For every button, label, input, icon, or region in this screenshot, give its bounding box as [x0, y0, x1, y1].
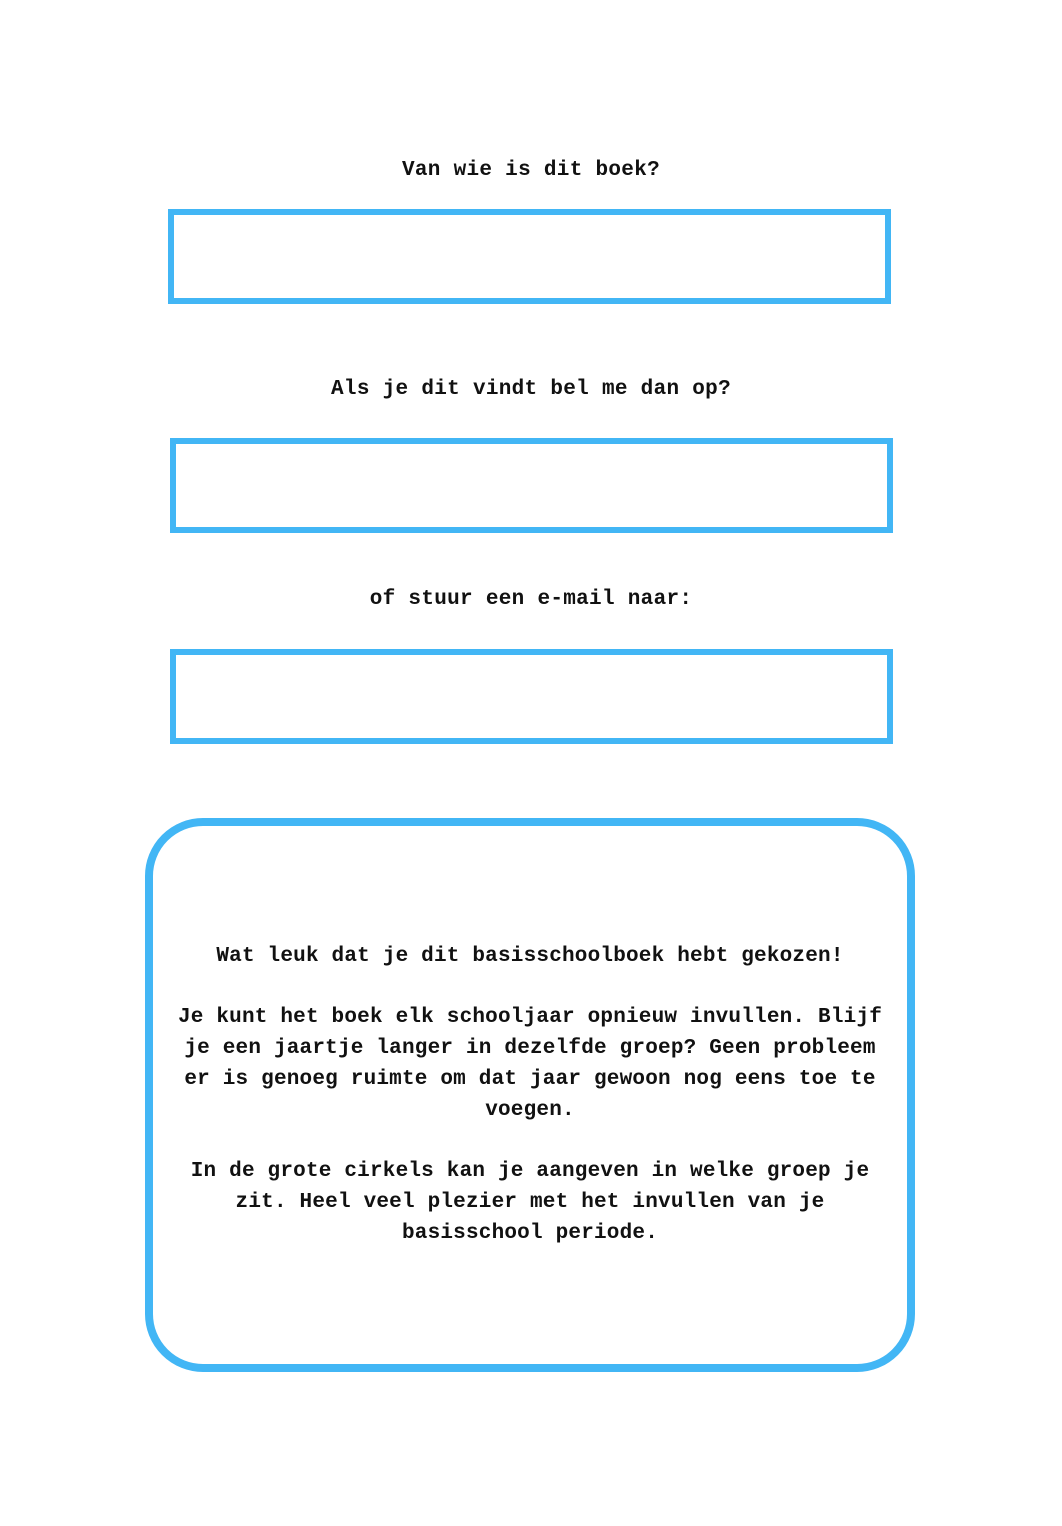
info-paragraph-yearly: Je kunt het boek elk schooljaar opnieuw invullen. Blijf je een jaartje langer in dezelfde groep? Geen probleem er is genoeg ruimte om dat jaar gewoon nog eens toe te voegen.	[177, 1006, 883, 1122]
email-label: of stuur een e-mail naar:	[369, 588, 693, 611]
phone-label: Als je dit vindt bel me dan op?	[331, 378, 731, 401]
owner-label: Van wie is dit boek?	[401, 159, 661, 182]
email-address-field[interactable]	[170, 649, 893, 744]
info-paragraph-welcome: Wat leuk dat je dit basisschoolboek hebt gekozen!	[216, 945, 844, 968]
phone-number-field[interactable]	[170, 438, 893, 533]
info-paragraph-circles: In de grote cirkels kan je aangeven in welke groep je zit. Heel veel plezier met het invullen van je basisschool periode.	[190, 1160, 870, 1245]
info-box	[145, 818, 915, 1372]
owner-name-field[interactable]	[168, 209, 891, 304]
